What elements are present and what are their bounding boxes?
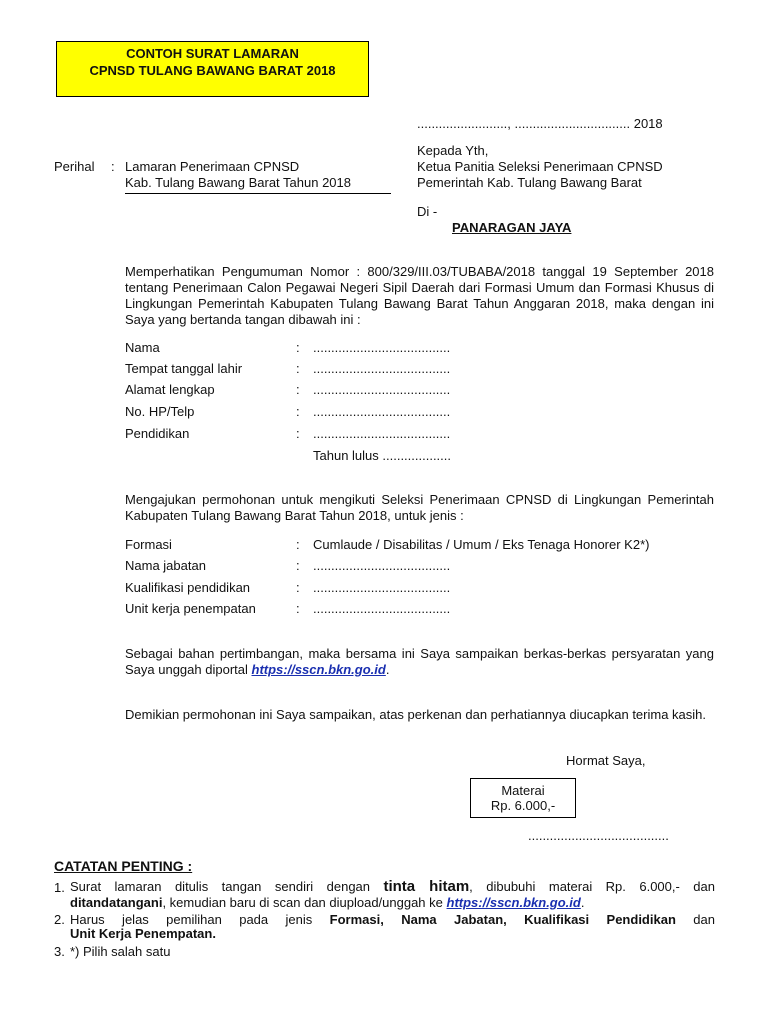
documents-text: Sebagai bahan pertimbangan, maka bersama ini Saya sampaikan berkas-berkas persyaratan yang Saya unggah diportal — [125, 646, 714, 677]
field-colon: : — [296, 558, 300, 573]
note-1-text-c: , dibubuhi materai Rp. 6.000,- dan — [469, 879, 715, 894]
documents-paragraph — [125, 646, 714, 678]
field-colon: : — [296, 404, 300, 419]
sscn-link[interactable]: https://sscn.bkn.go.id — [251, 662, 386, 677]
stamp-line-1: Materai — [501, 783, 545, 798]
field-label-nama: Nama — [125, 340, 160, 355]
field-value-nama: ...................................... — [313, 340, 451, 355]
field-colon: : — [296, 361, 300, 376]
recipient-di: Di - — [417, 204, 438, 219]
title-line-2: CPNSD TULANG BAWANG BARAT 2018 — [89, 63, 336, 78]
intro-paragraph: Memperhatikan Pengumuman Nomor : 800/329/III.03/TUBABA/2018 tanggal 19 September 2018 tentang Penerimaan Calon Pegawai Negeri Sipil Daerah dari Formasi Umum dan Formasi Khusus di Lingkungan Pemerintah Kabupaten Tulang Bawang Barat Tahun Anggaran 2018, maka dengan ini Saya yang bertanda tangan dibawah ini : — [125, 264, 714, 327]
note-1-text-f: . — [580, 895, 585, 910]
field-colon: : — [296, 580, 300, 595]
perihal-underline — [125, 193, 391, 194]
field-value-hp: ...................................... — [313, 404, 451, 419]
field-tahun-lulus: Tahun lulus ................... — [313, 448, 452, 463]
field-label-alamat: Alamat lengkap — [125, 382, 215, 397]
note-2-text-a: Harus jelas pemilihan pada jenis — [70, 912, 313, 927]
recipient-city: PANARAGAN JAYA — [452, 220, 572, 235]
note-2-line-2: Unit Kerja Penempatan. — [70, 926, 216, 941]
note-1-sscn-link[interactable]: https://sscn.bkn.go.id — [446, 895, 581, 910]
field-value-nama-jabatan: ...................................... — [313, 558, 451, 573]
perihal-label: Perihal — [54, 159, 95, 174]
field-value-tempat-tanggal-lahir: ...................................... — [313, 361, 451, 376]
field-label-kualifikasi: Kualifikasi pendidikan — [125, 580, 251, 595]
perihal-colon: : — [111, 159, 115, 174]
note-1-line-2 — [70, 895, 584, 911]
field-value-unit-kerja: ...................................... — [313, 601, 451, 616]
signature-name-line: ....................................... — [528, 828, 669, 843]
note-3-number: 3. — [54, 944, 65, 959]
documents-end: . — [385, 662, 390, 677]
notes-title: CATATAN PENTING : — [54, 858, 193, 874]
field-label-hp: No. HP/Telp — [125, 404, 195, 419]
field-value-formasi: Cumlaude / Disabilitas / Umum / Eks Tenaga Honorer K2*) — [313, 537, 650, 552]
note-1-number: 1. — [54, 880, 65, 895]
field-colon: : — [296, 382, 300, 397]
note-1-text-e: , kemudian baru di scan dan diupload/unggah ke — [162, 895, 443, 910]
note-3-text: *) Pilih salah satu — [70, 944, 171, 959]
recipient-greeting: Kepada Yth, — [417, 143, 489, 158]
note-2-text-b: Formasi, Nama Jabatan, Kualifikasi Pendidikan — [329, 912, 676, 927]
materai-stamp-box — [470, 778, 576, 818]
field-colon: : — [296, 601, 300, 616]
field-label-tempat-tanggal-lahir: Tempat tanggal lahir — [125, 361, 243, 376]
perihal-line-2: Kab. Tulang Bawang Barat Tahun 2018 — [125, 175, 351, 190]
field-label-formasi: Formasi — [125, 537, 172, 552]
note-2-number: 2. — [54, 912, 65, 927]
field-label-nama-jabatan: Nama jabatan — [125, 558, 206, 573]
field-colon: : — [296, 426, 300, 441]
field-value-alamat: ...................................... — [313, 382, 451, 397]
field-label-unit-kerja: Unit kerja penempatan — [125, 601, 256, 616]
note-1-text-a: Surat lamaran ditulis tangan sendiri dengan — [70, 879, 371, 894]
field-label-pendidikan: Pendidikan — [125, 426, 190, 441]
recipient-line-2: Pemerintah Kab. Tulang Bawang Barat — [417, 175, 642, 190]
recipient-line-1: Ketua Panitia Seleksi Penerimaan CPNSD — [417, 159, 663, 174]
date-line: ........................., ................................ 2018 — [417, 116, 663, 131]
field-colon: : — [296, 537, 300, 552]
note-2-text-c: dan — [693, 912, 715, 927]
note-1-ditandatangani: ditandatangani — [70, 895, 163, 910]
stamp-line-2: Rp. 6.000,- — [490, 798, 556, 813]
field-value-kualifikasi: ...................................... — [313, 580, 451, 595]
field-colon: : — [296, 340, 300, 355]
note-1-tinta-hitam: tinta hitam — [383, 878, 470, 895]
signature-greeting: Hormat Saya, — [566, 753, 646, 768]
title-box — [56, 41, 369, 97]
closing-paragraph: Demikian permohonan ini Saya sampaikan, atas perkenan dan perhatiannya diucapkan terima kasih. — [125, 707, 707, 722]
perihal-line-1: Lamaran Penerimaan CPNSD — [125, 159, 300, 174]
note-1-line-1 — [70, 877, 715, 897]
application-paragraph: Mengajukan permohonan untuk mengikuti Seleksi Penerimaan CPNSD di Lingkungan Pemerintah Kabupaten Tulang Bawang Barat Tahun 2018, untuk jenis : — [125, 492, 714, 523]
title-line-1: CONTOH SURAT LAMARAN — [126, 46, 299, 61]
field-value-pendidikan: ...................................... — [313, 426, 451, 441]
